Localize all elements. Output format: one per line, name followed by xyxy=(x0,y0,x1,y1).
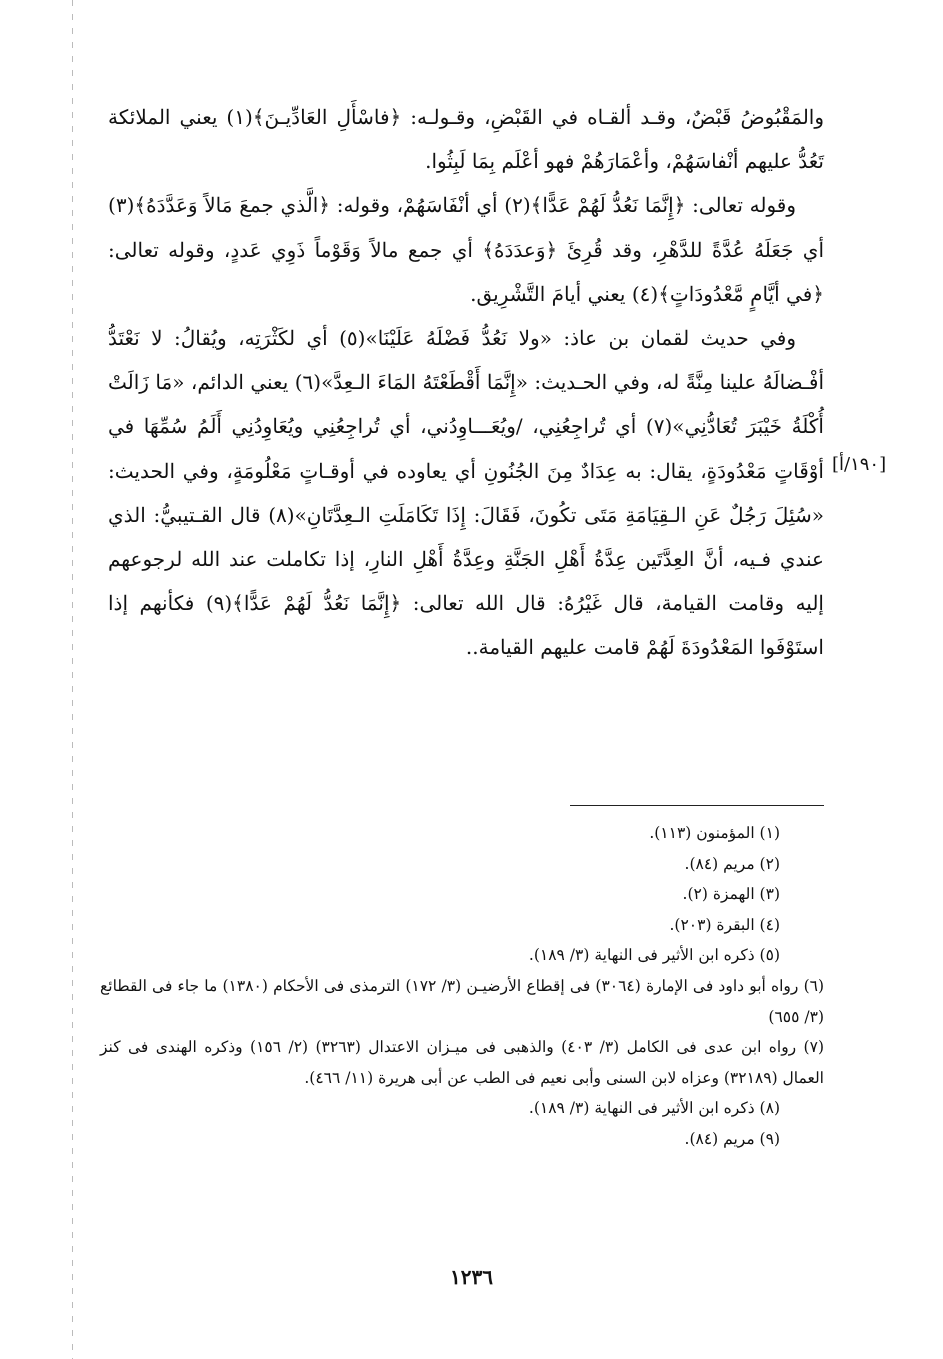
footnote-9: (٩) مريم (٨٤). xyxy=(684,1129,780,1148)
footnote-7: (٧) رواه ابن عدى فى الكامل (٣/ ٤٠٣) والذهبى فى ميـزان الاعتدال (٣٢٦٣) (٢/ ١٥٦) وذكره الهندى فى كنز العمال (٣٢١٨٩) وعزاه لابن السنى وأبى نعيم فى الطب عن أبى هريرة (١١/ ٤٦٦). xyxy=(100,1038,824,1087)
footnote-8: (٨) ذكره ابن الأثير فى النهاية (٣/ ١٨٩). xyxy=(528,1099,780,1118)
footnotes xyxy=(100,818,824,1155)
paragraph-2: وقوله تعالى: ﴿إِنَّمَا نَعُدُّ لَهُمْ عَدًّا﴾(٢) أي أنْفَاسَهُمْ، وقوله: ﴿الَّذي جمعَ مَالاً وَعَدَّدَهُ﴾(٣) أي جَعَلَهُ عُدَّةً للدَّهْرِ، وقد قُرِئَ ﴿وَعدَدَهُ﴾ أي جمع مالاً وَقَوْماً ذَوِي عَددٍ، وقوله تعالى: ﴿في أيَّامٍ مَّعْدُودَاتٍ﴾(٤) يعني أيامَ التَّشْرِيق. xyxy=(108,193,824,306)
footnote-3: (٣) الهمزة (٢). xyxy=(682,885,780,904)
paragraph-3: وفي حديث لقمان بن عاذ: «ولا نَعُدُّ فَضْلَهُ عَلَيْنَا»(٥) أي لكَثْرَتِه، ويُقالُ: لا نَعْتَدُّ أفْـضالَهُ علينا مِنَّةً له، وفي الحـديث: «إِنَّمَا أَقْطَعْتَهُ المَاءَ الـعِدَّ»(٦) يعني الدائم، «مَا زَالَتْ أُكْلَةُ خَيْبَرَ تُعَادُّنِي»(٧) أي تُراجِعُنِي، /ويُعَـــاوِدُني، أي تُراجِعُنِي ويُعَاوِدُنِي أَلَمُ سُمِّهَا في أوْقَاتٍ مَعْدُودَةٍ، يقال: به عِدَادٌ مِنَ الجُنُونِ أي يعاوده في أوقـاتٍ مَعْلُومَةٍ، وفي الحديث: «سُئِلَ رَجُلٌ عَنِ الـقِيَامَةِ مَتَى تكُونَ، فَقَالَ: إِذَا تَكَامَلَتِ الـعِدَّتَانِ»(٨) قال القـتيبيُّ: الذي عندي فـيه، أنَّ العِدَّتَين عِدَّةُ أَهْلِ الجَنَّةِ وعِدَّةُ أَهْلِ النارِ، إذا تكاملت عند الله لرجوعهم إليه وقامت القيامة، قال غَيْرُهُ: قال الله تعالى: ﴿إِنَّمَا نَعُدُّ لَهُمْ عَدًّا﴾(٩) فكأنهم إذا استَوْفَوا المَعْدُودَةَ لَهُمْ قامت عليهم القيامة.. xyxy=(108,326,824,660)
paragraph-1: والمَقْبُوضُ قَبْضٌ، وقـد ألقـاه في القَبْضِ، وقـولـه: ﴿فاسْأَلِ العَادِّيـنَ﴾(١) يعني الملائكة تَعُدُّ عليهم أنْفاسَهُمْ، وأعْمَارَهُمْ فهو أعْلَم بِمَا لَبِثُوا. xyxy=(108,105,824,174)
footnote-2: (٢) مريم (٨٤). xyxy=(684,854,780,873)
footnote-4: (٤) البقرة (٢٠٣). xyxy=(669,915,780,934)
footnote-5: (٥) ذكره ابن الأثير فى النهاية (٣/ ١٨٩). xyxy=(528,946,780,965)
page-number: ١٢٣٦ xyxy=(450,1265,493,1289)
footnote-1: (١) المؤمنون (١١٣). xyxy=(649,824,780,842)
scan-fold-line xyxy=(72,0,73,1359)
footnote-6: (٦) رواه أبو داود فى الإمارة (٣٠٦٤) فى إقطاع الأرضيـن (٣/ ١٧٢) الترمذى فى الأحكام (١٣٨٠) ما جاء فى القطائع (٣/ ٦٥٥) xyxy=(100,976,825,1026)
footnote-divider xyxy=(570,805,824,806)
main-text xyxy=(108,95,824,670)
margin-folio-reference: [١٩٠/أ] xyxy=(832,454,887,475)
